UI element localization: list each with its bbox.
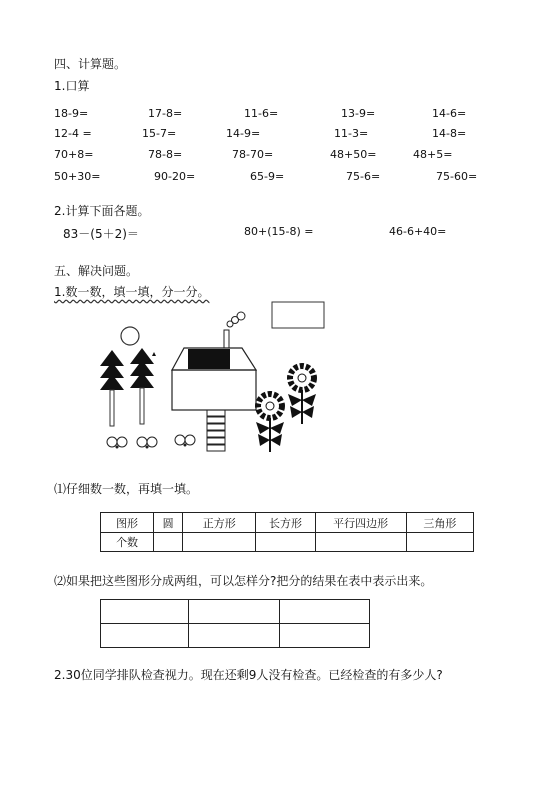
oral-item: 18-9= [54, 107, 89, 120]
triangle-tree-icon [100, 350, 124, 426]
answer-cell[interactable] [183, 533, 256, 552]
header-cell: 圆 [154, 513, 183, 533]
header-cell: 长方形 [256, 513, 315, 533]
answer-cell[interactable] [101, 600, 189, 624]
header-cell: 图形 [101, 513, 154, 533]
part-1-instruction: ⑴仔细数一数，再填一填。 [54, 482, 199, 496]
oral-item: 75-6= [346, 170, 381, 183]
calc-item: 80+(15-8) = [244, 225, 314, 238]
oral-item: 11-6= [244, 107, 279, 120]
answer-cell[interactable] [279, 600, 369, 624]
shapes-illustration [90, 296, 340, 456]
answer-cell[interactable] [256, 533, 315, 552]
oral-item: 70+8= [54, 148, 94, 161]
oral-item: 13-9= [341, 107, 376, 120]
count-table [100, 512, 474, 552]
oral-item: 48+50= [330, 148, 377, 161]
oral-item: 65-9= [250, 170, 285, 183]
circle-group-icon [137, 437, 157, 449]
oral-item: 14-9= [226, 127, 261, 140]
answer-cell[interactable] [315, 533, 406, 552]
oral-item: 78-70= [232, 148, 274, 161]
oral-item: 78-8= [148, 148, 183, 161]
question-2: 2.30位同学排队检查视力。现在还剩9人没有检查。已经检查的有多少人? [54, 668, 443, 682]
oral-item: 14-6= [432, 107, 467, 120]
oral-item: 48+5= [413, 148, 453, 161]
circle-shape [121, 327, 139, 345]
triangle-tree-icon [130, 348, 154, 424]
oral-item: 14-8= [432, 127, 467, 140]
oral-item: 50+30= [54, 170, 101, 183]
calc-item: 83－(5＋2)＝ [63, 227, 139, 241]
answer-cell[interactable] [154, 533, 183, 552]
header-cell: 正方形 [183, 513, 256, 533]
header-cell: 平行四边形 [315, 513, 406, 533]
rectangle-shape [272, 302, 324, 328]
question-1: 1.数一数，填一填，分一分。 [54, 285, 210, 299]
calc-item: 46-6+40= [389, 225, 447, 238]
oral-item: 12-4 = [54, 127, 92, 140]
header-cell: 三角形 [406, 513, 473, 533]
section-4-title: 四、计算题。 [54, 57, 127, 71]
oral-item: 90-20= [154, 170, 196, 183]
grouping-table [100, 599, 370, 648]
part-2-instruction: ⑵如果把这些图形分成两组，可以怎样分?把分的结果在表中表示出来。 [54, 574, 433, 588]
flower-icon [256, 394, 284, 452]
oral-item: 15-7= [142, 127, 177, 140]
oral-item: 11-3= [334, 127, 369, 140]
oral-item: 75-60= [436, 170, 478, 183]
oral-calc-heading: 1.口算 [54, 79, 90, 93]
answer-cell[interactable] [189, 624, 279, 648]
answer-cell[interactable] [406, 533, 473, 552]
section-5-title: 五、解决问题。 [54, 264, 139, 278]
flower-icon [288, 366, 316, 424]
row-label: 个数 [101, 533, 154, 552]
answer-cell[interactable] [101, 624, 189, 648]
oral-item: 17-8= [148, 107, 183, 120]
house-icon [172, 312, 256, 451]
calc-heading: 2.计算下面各题。 [54, 204, 150, 218]
answer-cell[interactable] [279, 624, 369, 648]
answer-cell[interactable] [189, 600, 279, 624]
circle-group-icon [107, 437, 127, 449]
circle-group-icon [175, 435, 195, 447]
